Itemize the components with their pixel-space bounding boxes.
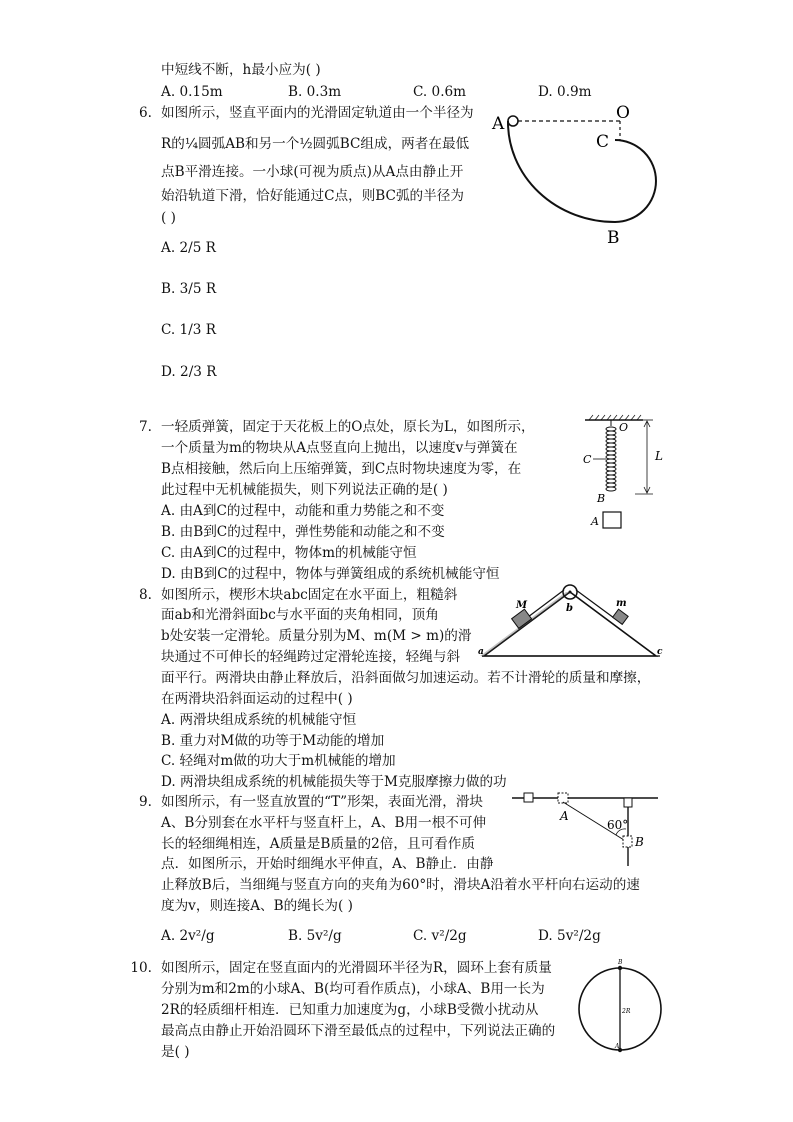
q6-line-1: 如图所示，竖直平面内的光滑固定轨道由一个半径为 (161, 105, 474, 121)
q8-wedge (484, 592, 656, 656)
q10-ball-b (618, 966, 622, 970)
q8-figure-wedge (478, 580, 664, 662)
q6-line-2: R的¼圆弧AB和另一个½圆弧BC组成，两者在最低 (161, 136, 470, 152)
q5-option-a: A. 0.15m (161, 84, 223, 100)
q10-line-3: 2R的轻质细杆相连．已知重力加速度为g，小球B受微小扰动从 (161, 1002, 539, 1018)
q9-line-1: 如图所示，有一竖直放置的“T”形架，表面光滑，滑块 (161, 794, 484, 810)
q9-option-b: B. 5v²/g (288, 928, 342, 944)
q10-number: 10. (130, 960, 152, 976)
q6-line-5: ( ) (161, 210, 176, 226)
q7-label-l: L (655, 449, 663, 463)
q9-label-angle: 60° (607, 818, 629, 832)
q7-number: 7. (139, 419, 152, 435)
q8-line-5: 面平行。两滑块由静止释放后，沿斜面做匀加速运动。若不计滑轮的质量和摩擦， (161, 670, 651, 686)
q9-block-b (623, 836, 632, 847)
q6-figure-track (488, 100, 668, 250)
q9-label-a: A (560, 809, 569, 823)
q7-block (603, 512, 621, 528)
q7-option-d: D. 由B到C的过程中，物体与弹簧组成的系统机械能守恒 (161, 566, 500, 582)
q6-number: 6. (139, 105, 152, 121)
q6-option-d: D. 2/3 R (161, 364, 217, 380)
q9-option-c: C. v²/2g (413, 928, 467, 944)
q6-line-4: 始沿轨道下滑，恰好能通过C点，则BC弧的半径为 (161, 188, 464, 204)
q8-label-c: c (657, 647, 663, 657)
q6-option-c: C. 1/3 R (161, 322, 216, 338)
q8-option-d: D. 两滑块组成系统的机械能损失等于M克服摩擦力做的功 (161, 774, 507, 790)
q7-option-c: C. 由A到C的过程中，物体m的机械能守恒 (161, 545, 417, 561)
q6-option-b: B. 3/5 R (161, 281, 217, 297)
q8-line-2: 面ab和光滑斜面bc与水平面的夹角相同，顶角 (161, 607, 439, 623)
q9-figure-t-frame (510, 788, 660, 868)
q6-label-o: O (616, 103, 630, 123)
q8-label-b: b (566, 603, 573, 614)
q9-rod-end (524, 793, 533, 802)
q8-line-6: 在两滑块沿斜面运动的过程中( ) (161, 691, 353, 707)
q10-label-2r: 2R (622, 1008, 631, 1015)
q9-label-b: B (635, 835, 644, 849)
q8-label-big-m: M (516, 600, 528, 611)
q9-option-a: A. 2v²/g (161, 928, 215, 944)
q7-option-a: A. 由A到C的过程中，动能和重力势能之和不变 (161, 503, 445, 519)
q5-option-b: B. 0.3m (288, 84, 342, 100)
q7-label-c: C (583, 453, 592, 466)
q7-spring-coil (606, 427, 616, 491)
q9-line-4: 点．如图所示，开始时细绳水平伸直，A、B静止．由静 (161, 856, 494, 872)
q6-label-b: B (607, 228, 620, 248)
q9-block-a (558, 793, 568, 803)
q10-label-a: A (615, 1043, 620, 1050)
q8-option-b: B. 重力对M做的功等于M动能的增加 (161, 733, 385, 749)
q8-option-a: A. 两滑块组成系统的机械能守恒 (161, 712, 357, 728)
q8-option-c: C. 轻绳对m做的功大于m机械能的增加 (161, 753, 396, 769)
q7-figure-spring (575, 412, 675, 537)
q9-line-5: 止释放B后，当细绳与竖直方向的夹角为60°时，滑块A沿着水平杆向右运动的速 (161, 877, 640, 893)
q7-label-a: A (591, 515, 599, 528)
q9-rod-junction (624, 798, 632, 807)
q7-label-b: B (597, 492, 606, 505)
q6-line-3: 点B平滑连接。一小球(可视为质点)从A点由静止开 (161, 164, 464, 180)
q6-half-arc (615, 140, 656, 222)
q8-block-m-small (613, 609, 629, 624)
q10-line-5: 是( ) (161, 1044, 190, 1060)
q10-line-1: 如图所示，固定在竖直面内的光滑圆环半径为R，圆环上套有质量 (161, 960, 552, 976)
q10-figure-ring (574, 958, 666, 1060)
q7-line-4: 此过程中无机械能损失，则下列说法正确的是( ) (161, 482, 448, 498)
q8-rope-right (576, 590, 614, 618)
q8-line-4: 块通过不可伸长的轻绳跨过定滑轮连接，轻绳与斜 (161, 649, 461, 665)
q7-label-o: O (619, 421, 629, 434)
q9-option-d: D. 5v²/2g (538, 928, 601, 944)
q8-line-3: b处安装一定滑轮。质量分别为M、m(M > m)的滑 (161, 628, 472, 644)
q9-line-3: 长的轻细绳相连，A质量是B质量的2倍，且可看作质 (161, 836, 475, 852)
q10-label-b: B (618, 959, 623, 966)
q9-number: 9. (139, 794, 152, 810)
q9-line-6: 度为v，则连接A、B的绳长为( ) (161, 898, 353, 914)
q7-line-1: 一轻质弹簧，固定于天花板上的O点处，原长为L，如图所示， (161, 419, 535, 435)
q10-line-2: 分别为m和2m的小球A、B(均可看作质点)，小球A、B用一长为 (161, 981, 545, 997)
q8-rope-left (528, 590, 564, 617)
q9-line-2: A、B分别套在水平杆与竖直杆上，A、B用一根不可伸 (161, 815, 487, 831)
q5-tail: 中短线不断，h最小应为( ) (161, 62, 321, 78)
q7-option-b: B. 由B到C的过程中，弹性势能和动能之和不变 (161, 524, 445, 540)
q8-block-m-large (512, 609, 532, 628)
q5-option-c: C. 0.6m (413, 84, 467, 100)
q5-option-d: D. 0.9m (538, 84, 592, 100)
q6-option-a: A. 2/5 R (161, 240, 216, 256)
q10-line-4: 最高点由静止开始沿圆环下滑至最低点的过程中，下列说法正确的 (161, 1023, 556, 1039)
q6-label-c: C (596, 132, 610, 152)
q6-ball-icon (508, 116, 518, 126)
q6-label-a: A (492, 114, 505, 134)
q7-line-3: B点相接触，然后向上压缩弹簧，到C点时物块速度为零，在 (161, 461, 522, 477)
q8-number: 8. (139, 587, 152, 603)
q8-line-1: 如图所示，楔形木块abc固定在水平面上，粗糙斜 (161, 587, 458, 603)
q7-line-2: 一个质量为m的物块从A点竖直向上抛出，以速度v与弹簧在 (161, 440, 518, 456)
q8-label-a: a (478, 647, 484, 657)
q8-label-m: m (616, 598, 627, 609)
